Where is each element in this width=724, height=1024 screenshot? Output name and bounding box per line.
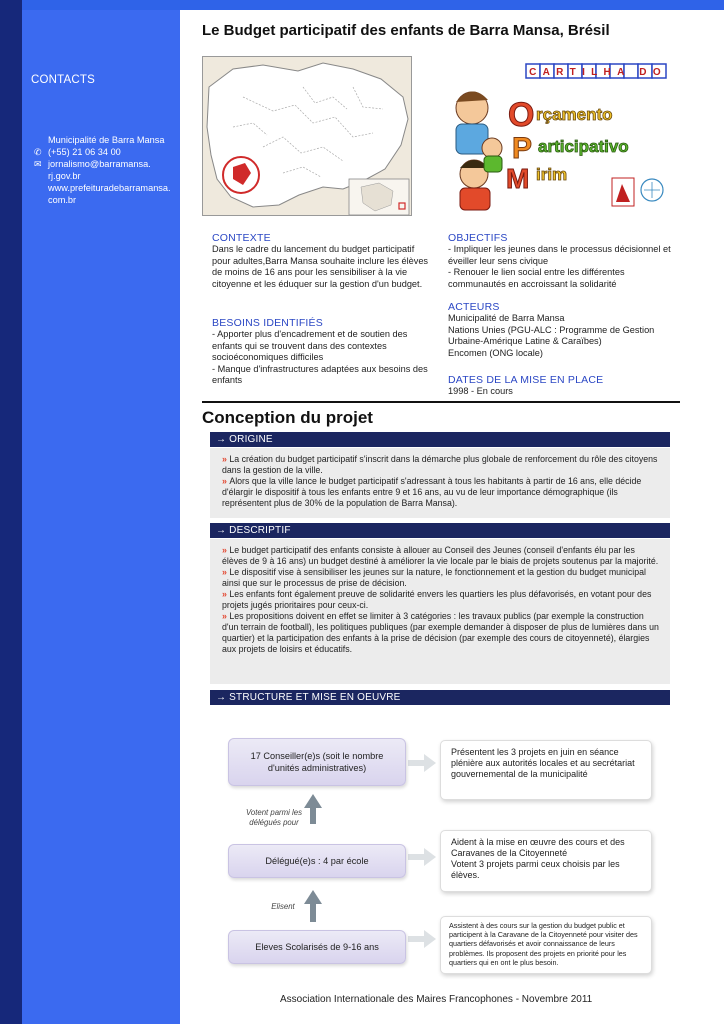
bullet-arrow-icon: » xyxy=(222,476,230,486)
structure-bar: → STRUCTURE ET MISE EN OEUVRE xyxy=(210,690,670,705)
dates-heading: DATES DE LA MISE EN PLACE xyxy=(448,374,604,386)
logo-line1: rçamento xyxy=(536,105,613,124)
dates-text: 1998 - En cours xyxy=(448,386,513,396)
origine-item-text: La création du budget participatif s'inscrit dans la démarche plus globale de renforcement du rôle des citoyens dans la gestion de la ville. xyxy=(222,454,658,475)
descriptif-item xyxy=(222,589,660,611)
bullet-arrow-icon: » xyxy=(222,567,230,577)
bullet-arrow-icon: » xyxy=(222,545,230,555)
contact-phone[interactable]: (+55) 21 06 34 00 xyxy=(48,147,121,157)
origine-item-text: Alors que la ville lance le budget participatif s'adressant à tous les habitants à partir de 16 ans, elle décide d'élargir le dispositif à tous les enfants entre 9 et 16 ans, au vu de leur importance démographique (ils représentent plus de 30% de la population de Barra Mansa). xyxy=(222,476,642,508)
contexte-text: Dans le cadre du lancement du budget participatif pour adultes,Barra Mansa souhaite inclure les élèves de moins de 16 ans pour les sensibiliser à la vie citoyenne et les éduquer sur la gestion d'un budget. xyxy=(212,244,429,289)
besoins-text: - Apporter plus d'encadrement et de soutien des enfants qui se trouvent dans des contextes socioéconomiques difficiles - Manque d'infrastructures adaptées aux besoins des enfants xyxy=(212,329,428,386)
logo-cap-m: M xyxy=(506,163,530,194)
section-divider xyxy=(202,401,680,403)
descriptif-panel xyxy=(210,539,670,684)
besoins-section xyxy=(212,317,430,387)
bullet-arrow-icon: » xyxy=(222,454,230,464)
logo-line2: articipativo xyxy=(538,137,629,156)
descriptif-item-text: Le budget participatif des enfants consiste à allouer au Conseil des Jeunes (conseil d'enfants élu par les élèves de 9 à 16 ans) un budget destiné à améliorer la vie locale par le biais de projets soutenus par la majorité. xyxy=(222,545,659,566)
footer-credit: Association Internationale des Maires Francophones - Novembre 2011 xyxy=(280,994,593,1005)
contact-email-row xyxy=(34,158,180,170)
origine-panel xyxy=(210,448,670,518)
besoins-heading: BESOINS IDENTIFIÉS xyxy=(212,317,323,329)
acteurs-heading: ACTEURS xyxy=(448,301,500,313)
contact-block xyxy=(34,134,180,206)
node-conseillers: 17 Conseiller(e)s (soit le nombre d'unités administratives) xyxy=(228,738,406,786)
descriptif-item xyxy=(222,545,660,567)
map-svg xyxy=(203,57,412,216)
objectifs-text: - Impliquer les jeunes dans le processus décisionnel et éveiller leur sens civique - Renouer le lien social entre les différentes communautés en accroissant la solidarité xyxy=(448,244,671,289)
descriptif-item-text: Les propositions doivent en effet se limiter à 3 catégories : les travaux publics (par exemple la construction d'un terrain de football), les politiques publiques (par exemple demander à disposer de plus de lumières dans un quartier) et la participation des enfants à la prise de décision (par exemple des cours de citoyenneté), élargies aux projets de loisirs et éducatifs. xyxy=(222,611,659,654)
mail-icon: ✉ xyxy=(34,159,42,169)
origine-item xyxy=(222,454,660,476)
cartilha-logo-svg xyxy=(446,56,672,216)
arrow-right-icon xyxy=(408,848,436,866)
bullet-arrow-icon: » xyxy=(222,589,230,599)
desc-conseillers: Présentent les 3 projets en juin en séance plénière aux autorités locales et au secrétariat gouvernemental de la municipalité xyxy=(440,740,652,800)
descriptif-bar: → DESCRIPTIF xyxy=(210,523,670,538)
origine-item xyxy=(222,476,660,509)
acteurs-section xyxy=(448,301,680,359)
left-stripe xyxy=(0,0,22,1024)
desc-eleves: Assistent à des cours sur la gestion du budget public et participent à la Caravane de la Citoyenneté pour visiter des quartiers défavorisés et avoir connaissance de leurs problèmes. Ils proposent des projets en priorité pour les quartiers qui en ont le plus besoin. xyxy=(440,916,652,974)
arrow-right-icon xyxy=(408,754,436,772)
node-delegues: Délégué(e)s : 4 par école xyxy=(228,844,406,878)
logo-cap-o: O xyxy=(508,96,535,134)
children-illustration xyxy=(456,91,502,210)
contact-email[interactable]: jornalismo@barramansa. xyxy=(48,159,151,169)
phone-icon: ✆ xyxy=(34,147,42,157)
arrow-right-icon xyxy=(408,930,436,948)
contact-web-cont[interactable]: com.br xyxy=(48,195,77,205)
edge-label-votent: Votent parmi les délégués pour xyxy=(245,808,303,827)
descriptif-item xyxy=(222,611,660,655)
logo-cap-p: P xyxy=(512,132,533,165)
logo-line3: irim xyxy=(536,165,568,184)
bullet-arrow-icon: » xyxy=(222,611,230,621)
desc-delegues: Aident à la mise en œuvre des cours et des Caravanes de la Citoyenneté Votent 3 projets parmi ceux choisis par les élèves. xyxy=(440,830,652,892)
top-stripe xyxy=(0,0,724,10)
edge-label-elisent: Elisent xyxy=(271,902,295,911)
contacts-title: CONTACTS xyxy=(31,74,95,86)
objectifs-heading: OBJECTIFS xyxy=(448,232,508,244)
acteurs-text: Municipalité de Barra Mansa Nations Unies (PGU-ALC : Programme de Gestion Urbaine-Amérique Latine & Caraïbes) Encomen (ONG locale) xyxy=(448,313,655,358)
contact-org: Municipalité de Barra Mansa xyxy=(48,135,165,145)
node-eleves: Eleves Scolarisés de 9-16 ans xyxy=(228,930,406,964)
contact-web[interactable]: www.prefeituradebarramansa. xyxy=(48,183,171,193)
page-title: Le Budget participatif des enfants de Barra Mansa, Brésil xyxy=(202,22,610,39)
structure-flowchart xyxy=(228,726,658,986)
contexte-section xyxy=(212,232,430,290)
contact-email-cont[interactable]: rj.gov.br xyxy=(48,171,81,181)
main-content xyxy=(180,10,724,1024)
dates-section xyxy=(448,374,680,398)
contexte-heading: CONTEXTE xyxy=(212,232,271,244)
origine-bar: → ORIGINE xyxy=(210,432,670,447)
map-image xyxy=(202,56,412,216)
descriptif-item-text: Les enfants font également preuve de solidarité envers les quartiers les plus défavorisés, en votant pour des projets jugés prioritaires pour ceux-ci. xyxy=(222,589,652,610)
descriptif-item xyxy=(222,567,660,589)
descriptif-item-text: Le dispositif vise à sensibiliser les jeunes sur la nature, le fonctionnement et la gestion du budget municipal ainsi que sur le processus de prise de décision. xyxy=(222,567,646,588)
contact-phone-row xyxy=(34,146,180,158)
logo-cartilha-text: CARTILHA DO xyxy=(529,67,667,78)
sidebar xyxy=(22,10,180,1024)
partner-logos xyxy=(612,178,663,206)
conception-title: Conception du projet xyxy=(202,408,373,427)
cartilha-logo xyxy=(446,56,672,216)
objectifs-section xyxy=(448,232,680,290)
